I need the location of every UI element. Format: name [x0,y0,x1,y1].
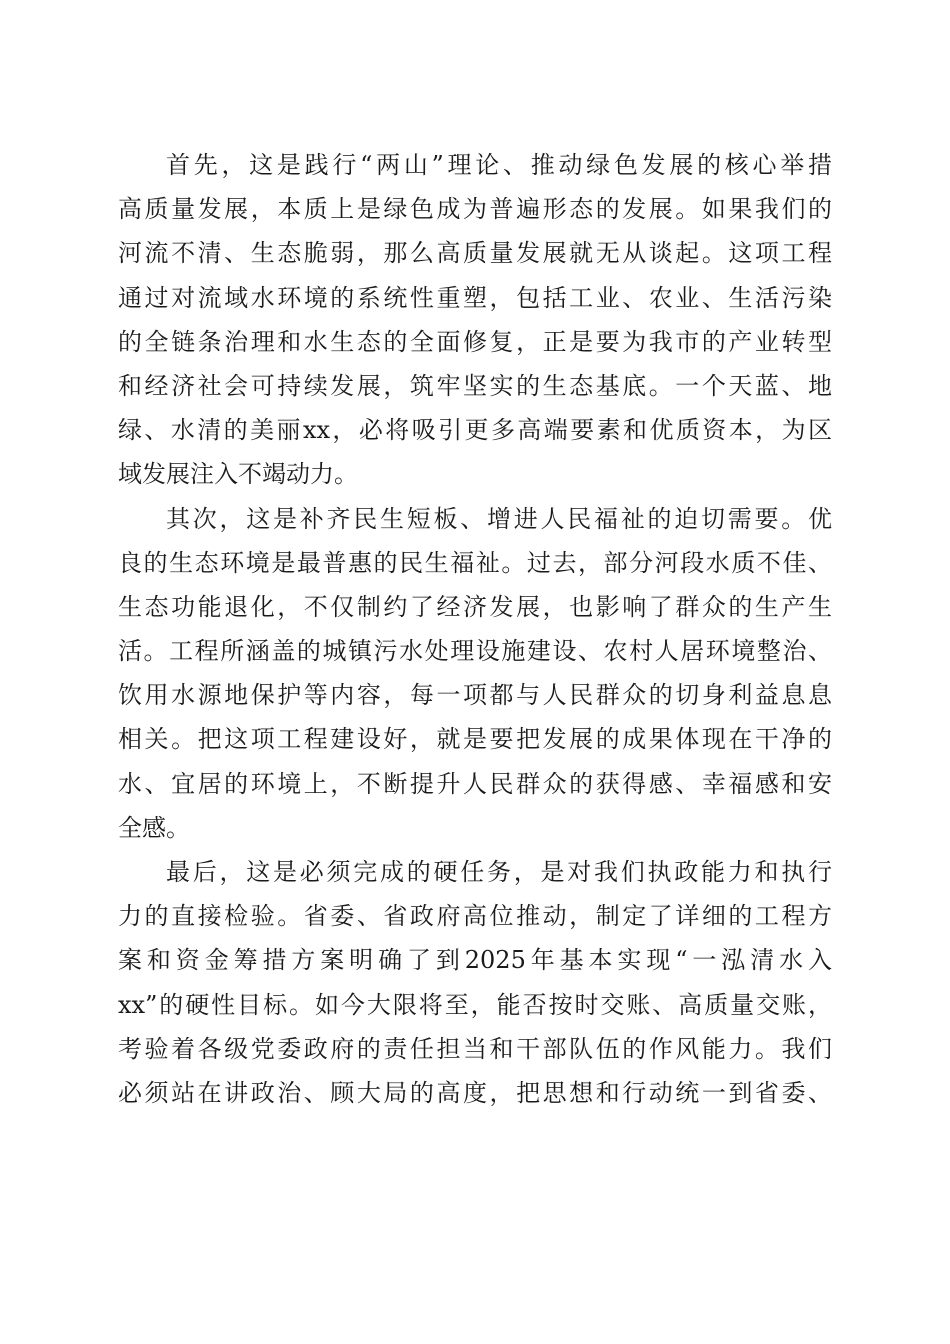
text-line: 必须站在讲政治、顾大局的高度，把思想和行动统一到省委、 [118,1078,832,1107]
text-line: 最后，这是必须完成的硬任务，是对我们执政能力和执行 [166,858,832,886]
text-line: 全感。 [118,813,190,842]
text-line: 河流不清、生态脆弱，那么高质量发展就无从谈起。这项工程 [118,239,832,268]
text-line: 和经济社会可持续发展，筑牢坚实的生态基底。一个天蓝、地 [118,371,832,400]
text-line: 通过对流域水环境的系统性重塑，包括工业、农业、生活污染 [118,283,832,312]
text-line: 良的生态环境是最普惠的民生福祉。过去，部分河段水质不佳、 [118,548,832,577]
body-text [118,143,832,1115]
text-line: 生态功能退化，不仅制约了经济发展，也影响了群众的生产生 [118,592,832,621]
text-line: 的全链条治理和水生态的全面修复，正是要为我市的产业转型 [118,327,832,356]
paragraph-hard-task [118,850,832,1115]
text-line: xx”的硬性目标。如今大限将至，能否按时交账、高质量交账， [118,990,832,1019]
text-line: 高质量发展，本质上是绿色成为普遍形态的发展。如果我们的 [118,195,832,224]
text-line: 首先，这是践行“两山”理论、推动绿色发展的核心举措 [166,151,832,179]
text-line: 其次，这是补齐民生短板、增进人民福祉的迫切需要。优 [166,504,832,533]
text-line: 考验着各级党委政府的责任担当和干部队伍的作风能力。我们 [118,1034,832,1063]
text-line: 水、宜居的环境上，不断提升人民群众的获得感、幸福感和安 [118,769,832,798]
text-line: 绿、水清的美丽xx，必将吸引更多高端要素和优质资本，为区 [118,416,832,445]
text-line: 域发展注入不竭动力。 [118,460,358,489]
text-line: 力的直接检验。省委、省政府高位推动，制定了详细的工程方 [118,902,832,931]
text-line: 饮用水源地保护等内容，每一项都与人民群众的切身利益息息 [118,681,832,710]
text-line: 相关。把这项工程建设好，就是要把发展的成果体现在干净的 [118,725,832,754]
text-line: 案和资金筹措方案明确了到2025年基本实现“一泓清水入 [118,946,832,975]
paragraph-livelihood [118,497,832,851]
text-line: 活。工程所涵盖的城镇污水处理设施建设、农村人居环境整治、 [118,637,832,666]
paragraph-green-development [118,143,832,497]
